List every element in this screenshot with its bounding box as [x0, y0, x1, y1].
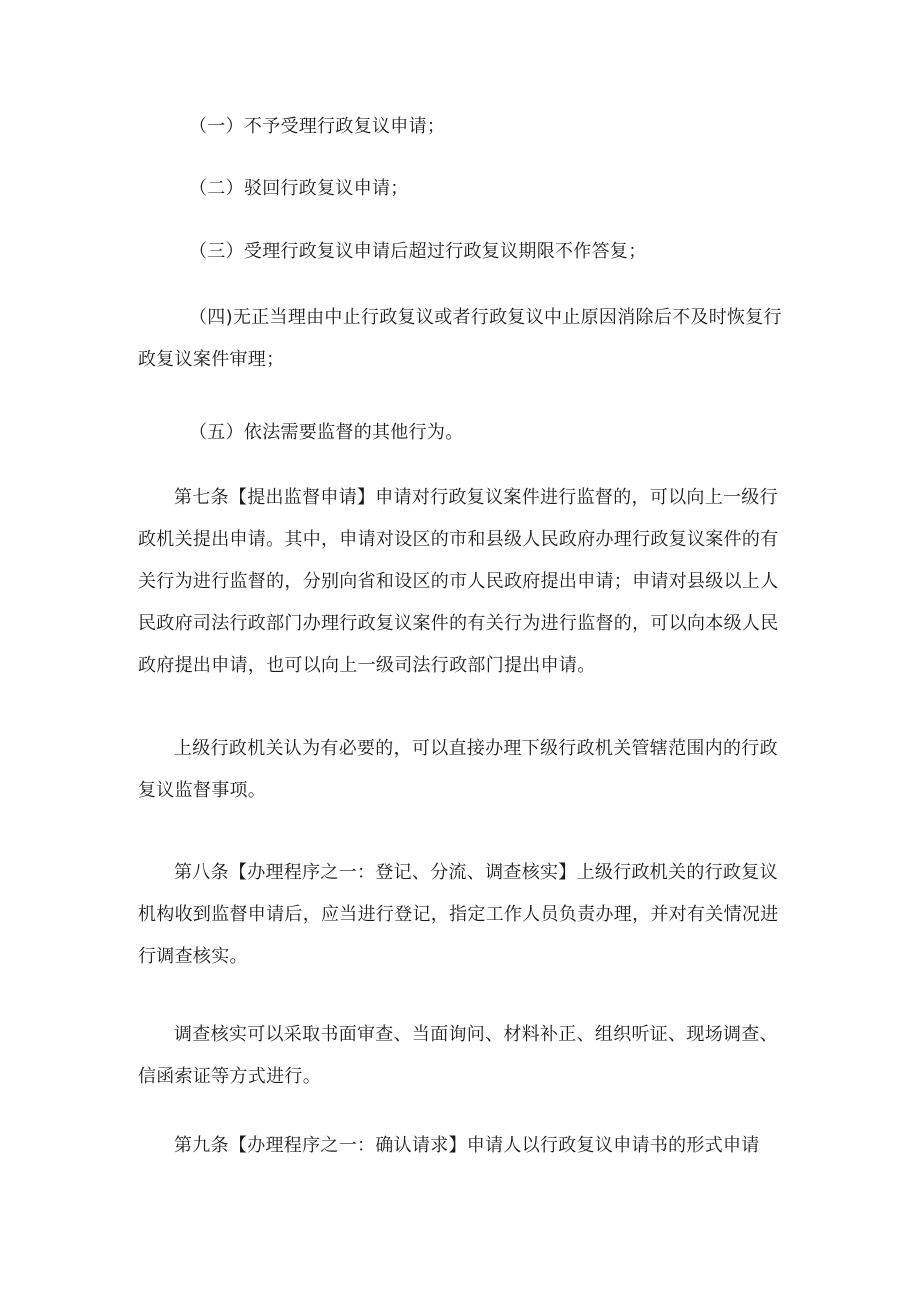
article-7-paragraph: 第七条【提出监督申请】申请对行政复议案件进行监督的，可以向上一级行政机关提出申请。其中，申请对设区的市和县级人民政府办理行政复议案件的有关行为进行监督的，分别向省和设区的市人民政府提出申请；申请对县级以上人民政府司法行政部门办理行政复议案件的有关行为进行监督的，可以向本级人民政府提出申请，也可以向上一级司法行政部门提出申请。	[138, 487, 779, 676]
list-item-1: （一）不予受理行政复议申请；	[189, 116, 446, 137]
article-8-paragraph: 第八条【办理程序之一：登记、分流、调查核实】上级行政机关的行政复议机构收到监督申请后，应当进行登记，指定工作人员负责办理，并对有关情况进行调查核实。	[138, 862, 779, 967]
article-9-paragraph: 第九条【办理程序之一：确认请求】申请人以行政复议申请书的形式申请	[174, 1135, 760, 1156]
article-8-second-paragraph: 调查核实可以采取书面审查、当面询问、材料补正、组织听证、现场调查、信函索证等方式进行。	[138, 1024, 778, 1087]
list-item-5: （五）依法需要监督的其他行为。	[189, 422, 464, 443]
list-item-4: （四)无正当理由中止行政复议或者行政复议中止原因消除后不及时恢复行政复议案件审理；	[138, 307, 782, 370]
list-item-3: （三）受理行政复议申请后超过行政复议期限不作答复；	[189, 241, 647, 262]
article-7-second-paragraph: 上级行政机关认为有必要的，可以直接办理下级行政机关管辖范围内的行政复议监督事项。	[138, 738, 778, 801]
list-item-2: （二）驳回行政复议申请；	[189, 178, 409, 199]
